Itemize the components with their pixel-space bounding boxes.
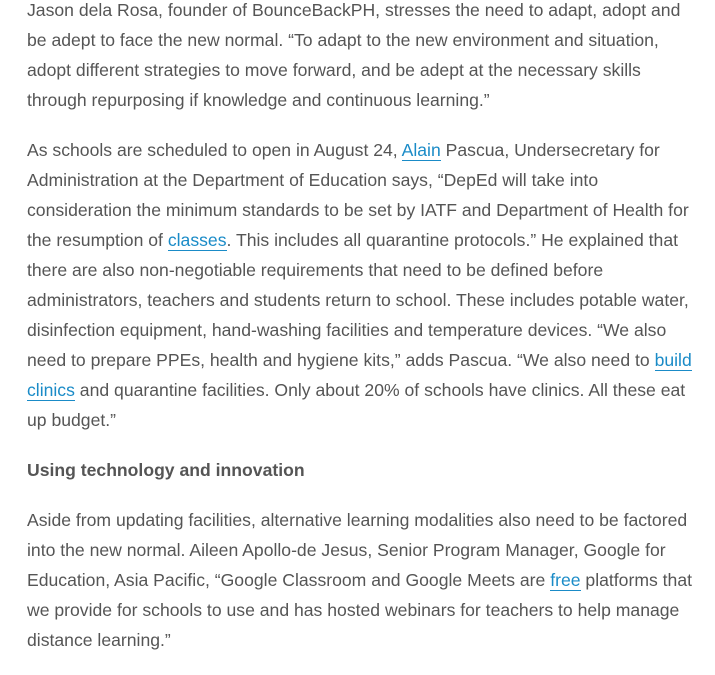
paragraph-dela-rosa-quote	[27, 0, 702, 115]
paragraph-pascua-quote	[27, 135, 702, 435]
paragraph-text: Pascua, Undersecretary for Administration at the Department of Education says, “DepEd will take into consideration the minimum standards to be set by IATF and Department of Health for the resumption of	[27, 140, 689, 250]
link-clinics[interactable]: clinics	[27, 380, 75, 400]
paragraph-text: Jason dela Rosa, founder of BounceBackPH, stresses the need to adapt, adopt and be adept to face the new normal. “To adapt to the new environment and situation, adopt different strategies to move forward, and be adept at the necessary skills through repurposing if knowledge and continuous learning.”	[27, 0, 681, 110]
link-alain[interactable]: Alain	[401, 140, 441, 160]
link-classes[interactable]: classes	[167, 230, 227, 250]
section-heading: Using technology and innovation	[27, 460, 305, 480]
paragraph-text: and quarantine facilities. Only about 20% of schools have clinics. All these eat up budget.”	[27, 380, 686, 430]
paragraph-text: As schools are scheduled to open in August 24,	[27, 140, 402, 160]
paragraph-text: Aside from updating facilities, alternative learning modalities also need to be factored into the new normal. Aileen Apollo-de Jesus, Senior Program Manager, Google for Education, Asia Pacific, “Google Classroom and Google Meets are	[27, 510, 688, 590]
paragraph-google-quote	[27, 505, 702, 655]
link-free[interactable]: free	[550, 570, 581, 590]
paragraph-text: . This includes all quarantine protocols.” He explained that there are also non-negotiable requirements that need to be defined before administrators, teachers and students return to school. These includes potable water, disinfection equipment, hand-washing facilities and temperature devices. “We also need to prepare PPEs, health and hygiene kits,” adds Pascua. “We also need to	[27, 230, 689, 370]
link-build[interactable]: build	[654, 350, 692, 370]
article-body	[27, 0, 702, 675]
paragraph-text: platforms that we provide for schools to use and has hosted webinars for teachers to help manage distance learning.”	[27, 570, 693, 650]
